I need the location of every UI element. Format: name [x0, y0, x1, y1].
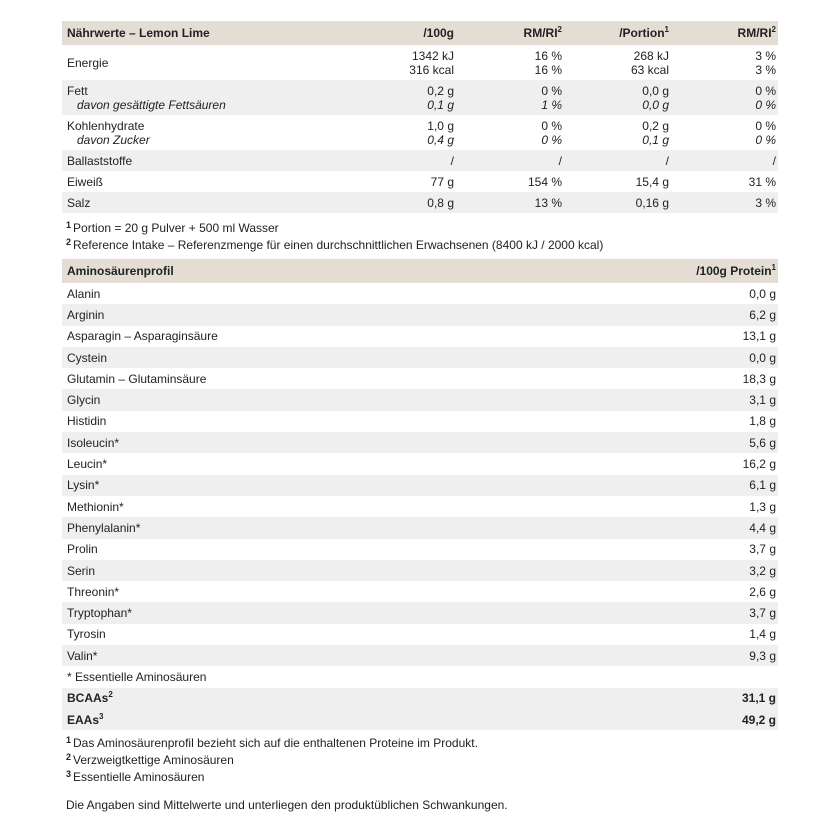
nutrition-value: 0 % 0 % [755, 118, 776, 147]
nutrition-value: / [558, 153, 562, 168]
amino-row [62, 581, 778, 602]
nutrition-label: Ballaststoffe [67, 153, 133, 168]
summary-value: 49,2 g [741, 712, 776, 727]
amino-row [62, 496, 778, 517]
nutrition-value: 1,0 g 0,4 g [427, 118, 454, 147]
amino-table [62, 259, 778, 730]
nutrition-value: 0,2 g 0,1 g [427, 83, 454, 112]
nutrition-header-row [62, 21, 778, 45]
amino-value: 2,6 g [749, 584, 776, 599]
nutrition-header-per100: /100g [423, 26, 454, 40]
nutrition-header-portion: /Portion$^1$ [619, 25, 669, 40]
amino-row [62, 560, 778, 581]
summary-name: BCAAs$^2$ [67, 690, 113, 706]
nutrition-value: 268 kJ 63 kcal [630, 48, 669, 77]
amino-name: Alanin [67, 286, 101, 301]
amino-name: Valin* [67, 648, 98, 663]
amino-row [62, 347, 778, 368]
nutrition-value: / [665, 153, 669, 168]
amino-value: 5,6 g [749, 435, 776, 450]
nutrition-label: Energie [67, 55, 109, 70]
nutrition-value: 1342 kJ 316 kcal [409, 48, 454, 77]
amino-name: Glycin [67, 393, 101, 408]
essential-note-row [62, 666, 778, 687]
amino-row [62, 624, 778, 645]
nutrition-header-rm2: $RM/RI^2$ [737, 25, 776, 40]
amino-footnotes [62, 736, 778, 784]
amino-row [62, 389, 778, 410]
disclaimer: Die Angaben sind Mittelwerte und unterliegen den produktüblichen Schwankungen. [66, 798, 508, 813]
nutrition-row-ballaststoffe [62, 150, 778, 171]
amino-name: Cystein [67, 350, 108, 365]
nutrition-value: 3 % [755, 195, 776, 210]
amino-value: 16,2 g [742, 457, 776, 472]
amino-name: Glutamin – Glutaminsäure [67, 371, 207, 386]
nutrition-label: Eiweiß [67, 174, 104, 189]
amino-name: Arginin [67, 307, 105, 322]
nutrition-row-eiweiss [62, 171, 778, 192]
nutrition-value: / [450, 153, 454, 168]
summary-row-eaa [62, 709, 778, 730]
nutrition-value: 0,16 g [635, 195, 669, 210]
nutrition-value: 0 % 0 % [755, 83, 776, 112]
amino-value: 0,0 g [749, 350, 776, 365]
amino-row [62, 283, 778, 304]
amino-value: 1,8 g [749, 414, 776, 429]
amino-value: 3,1 g [749, 393, 776, 408]
amino-name: Serin [67, 563, 96, 578]
amino-name: Threonin* [67, 584, 120, 599]
nutrition-value: 16 % 16 % [534, 48, 562, 77]
amino-value: 13,1 g [742, 329, 776, 344]
amino-value: 4,4 g [749, 520, 776, 535]
amino-value: 9,3 g [749, 648, 776, 663]
amino-value: 1,3 g [749, 499, 776, 514]
nutrition-value: 0,0 g 0,0 g [642, 83, 669, 112]
amino-value: 6,2 g [749, 307, 776, 322]
nutrition-label: Salz [67, 195, 91, 210]
nutrition-row-kohlenhydrate [62, 115, 778, 150]
nutrition-value: 31 % [748, 174, 776, 189]
amino-value: 1,4 g [749, 627, 776, 642]
amino-name: Methionin* [67, 499, 124, 514]
nutrition-value: / [772, 153, 776, 168]
footnote: $^1$ Portion = 20 g Pulver + 500 ml Wasser [66, 220, 279, 235]
amino-name: Lysin* [67, 478, 100, 493]
amino-row [62, 645, 778, 666]
amino-row [62, 432, 778, 453]
nutrition-row-salz [62, 192, 778, 213]
nutrition-value: 0 % 1 % [541, 83, 562, 112]
nutrition-label: Fett davon gesättigte Fettsäuren [67, 83, 226, 112]
amino-value: 3,7 g [749, 542, 776, 557]
amino-name: Tryptophan* [67, 606, 132, 621]
footnote: $^1$ Das Aminosäurenprofil bezieht sich auf die enthaltenen Proteine im Produkt. [66, 735, 478, 751]
amino-value: 3,2 g [749, 563, 776, 578]
summary-row-bcaa [62, 688, 778, 709]
nutrition-row-fett [62, 80, 778, 115]
amino-name: Histidin [67, 414, 107, 429]
summary-name: EAAs$^3$ [67, 711, 104, 727]
amino-name: Leucin* [67, 457, 108, 472]
amino-value: 18,3 g [742, 371, 776, 386]
amino-row [62, 326, 778, 347]
nutrition-value: 0,8 g [427, 195, 454, 210]
amino-row [62, 368, 778, 389]
essential-note: * Essentielle Aminosäuren [67, 669, 207, 684]
footnote: $^2$ Reference Intake – Referenzmenge für einen durchschnittlichen Erwachsenen (8400 kJ / 2000 kcal) [66, 237, 604, 252]
nutrition-label: Kohlenhydrate davon Zucker [67, 118, 150, 147]
nutrition-table [62, 21, 778, 213]
nutrition-value: 3 % 3 % [755, 48, 776, 77]
amino-value: 6,1 g [749, 478, 776, 493]
summary-value: 31,1 g [741, 691, 776, 706]
amino-name: Phenylalanin* [67, 520, 141, 535]
amino-name: Isoleucin* [67, 435, 120, 450]
amino-row [62, 517, 778, 538]
nutrition-value: 0 % 0 % [541, 118, 562, 147]
amino-row [62, 602, 778, 623]
amino-value: 3,7 g [749, 606, 776, 621]
nutrition-value: 154 % [527, 174, 562, 189]
footnote: $^3$ Essentielle Aminosäuren [66, 769, 205, 785]
amino-name: Asparagin – Asparaginsäure [67, 329, 218, 344]
amino-header-row [62, 259, 778, 283]
amino-row [62, 539, 778, 560]
nutrition-value: 15,4 g [635, 174, 669, 189]
nutrition-value: 13 % [534, 195, 562, 210]
nutrition-row-energie [62, 45, 778, 80]
amino-name: Tyrosin [67, 627, 106, 642]
amino-header-value: /100g Protein$^1$ [696, 263, 776, 278]
nutrition-document [62, 21, 778, 812]
amino-row [62, 475, 778, 496]
amino-header-name: Aminosäurenprofil [67, 264, 174, 278]
nutrition-value: 0,2 g 0,1 g [642, 118, 669, 147]
amino-name: Prolin [67, 542, 98, 557]
nutrition-header-name: Nährwerte – Lemon Lime [67, 26, 210, 40]
amino-value: 0,0 g [749, 286, 776, 301]
nutrition-value: 77 g [430, 174, 454, 189]
footnote: $^2$ Verzweigtkettige Aminosäuren [66, 752, 234, 768]
amino-row [62, 453, 778, 474]
nutrition-header-rm1: $RM/RI^2$ [523, 25, 562, 40]
nutrition-footnotes [62, 221, 778, 252]
amino-row [62, 411, 778, 432]
amino-row [62, 304, 778, 325]
